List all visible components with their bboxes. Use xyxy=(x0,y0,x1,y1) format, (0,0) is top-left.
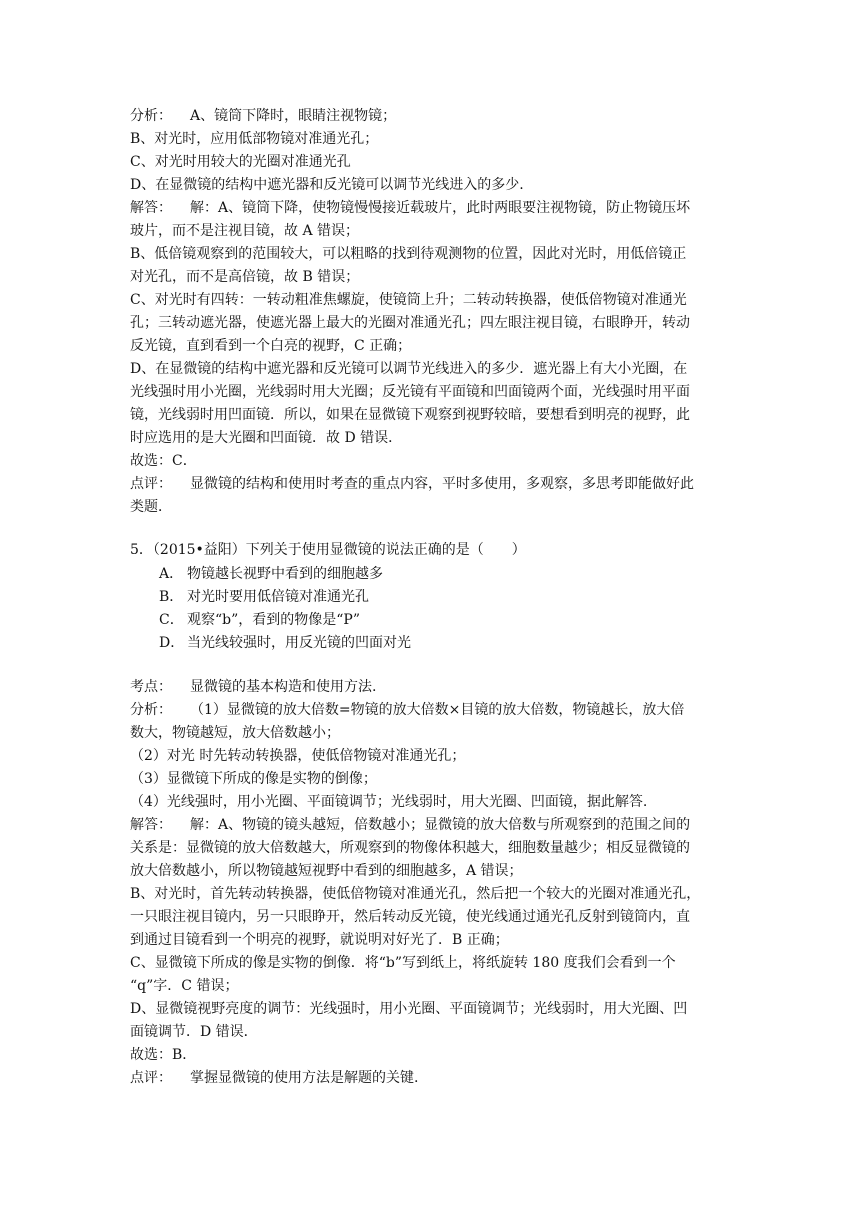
q5-answer-line-7: C、显微镜下所成的像是实物的倒像．将“b”写到纸上，将纸旋转 180 度我们会看到一个 xyxy=(130,955,676,971)
question-5-stem: 5．（2015•益阳）下列关于使用显微镜的说法正确的是（ ） xyxy=(130,542,526,558)
q5-answer-line-5: 一只眼注视目镜内，另一只眼睁开，然后转动反光镜，使光线通过通光孔反射到镜筒内，直 xyxy=(130,909,690,925)
q5-analysis-line-2: 数大，物镜越短，放大倍数越小； xyxy=(130,725,340,741)
prev-answer-line-10: 镜，光线弱时用凹面镜．所以，如果在显微镜下观察到视野较暗，要想看到明亮的视野，此 xyxy=(130,407,690,423)
q5-answer-line-3: 放大倍数越小，所以物镜越短视野中看到的细胞越多，A 错误； xyxy=(130,863,523,879)
prev-analysis-line-1: 分析： A、镜筒下降时，眼睛注视物镜； xyxy=(130,105,396,127)
prev-answer-line-5: C、对光时有四转：一转动粗准焦螺旋，使镜筒上升；二转动转换器，使低倍物镜对准通光 xyxy=(130,292,687,308)
q5-answer-line-8: “q”字．C 错误； xyxy=(130,978,239,994)
prev-analysis-line-4: D、在显微镜的结构中遮光器和反光镜可以调节光线进入的多少. xyxy=(130,177,524,193)
option-b: B． 对光时要用低倍镜对准通光孔 xyxy=(159,589,369,605)
prev-analysis-line-3: C、对光时用较大的光圈对准通光孔 xyxy=(130,154,351,170)
prev-answer-line-6: 孔；三转动遮光器，使遮光器上最大的光圈对准通光孔；四左眼注视目镜，右眼睁开，转动 xyxy=(130,315,690,331)
q5-answer-line-9: D、显微镜视野亮度的调节：光线强时，用小光圈、平面镜调节；光线弱时，用大光圈、凹 xyxy=(130,1001,688,1017)
q5-analysis-line-1: 分析： （1）显微镜的放大倍数=物镜的放大倍数×目镜的放大倍数，物镜越长，放大倍 xyxy=(130,699,684,721)
prev-answer-line-8: D、在显微镜的结构中遮光器和反光镜可以调节光线进入的多少．遮光器上有大小光圈，在 xyxy=(130,361,688,377)
q5-answer-line-2: 关系是：显微镜的放大倍数越大，所观察到的物像体积越大，细胞数量越少；相反显微镜的 xyxy=(130,840,690,856)
q5-answer-line-1: 解答： 解：A、物镜的镜头越短，倍数越小；显微镜的放大倍数与所观察到的范围之间的 xyxy=(130,814,690,836)
q5-answer-line-6: 到通过目镜看到一个明亮的视野，就说明对好光了．B 正确； xyxy=(130,932,509,948)
answer-label: 解答： xyxy=(130,200,172,216)
prev-comment-line-1: 点评： 显微镜的结构和使用时考查的重点内容，平时多使用，多观察，多思考即能做好此 xyxy=(130,473,694,495)
q5-answer-line-4: B、对光时，首先转动转换器，使低倍物镜对准通光孔，然后把一个较大的光圈对准通光孔， xyxy=(130,886,701,902)
q5-choice: 故选：B． xyxy=(130,1047,197,1063)
q5-analysis-line-4: （3）显微镜下所成的像是实物的倒像； xyxy=(130,771,377,787)
prev-comment-line-2: 类题． xyxy=(130,499,172,515)
prev-analysis-line-2: B、对光时，应用低部物镜对准通光孔； xyxy=(130,131,379,147)
prev-choice: 故选：C． xyxy=(130,453,197,469)
prev-answer-line-1: 解答： 解：A、镜筒下降，使物镜慢慢接近载玻片，此时两眼要注视物镜，防止物镜压坏 xyxy=(130,197,690,219)
q5-answer-line-10: 面镜调节．D 错误． xyxy=(130,1024,258,1040)
option-d: D． 当光线较强时，用反光镜的凹面对光 xyxy=(159,635,411,651)
prev-answer-line-9: 光线强时用小光圈，光线弱时用大光圈；反光镜有平面镜和凹面镜两个面，光线强时用平面 xyxy=(130,384,690,400)
prev-answer-line-2: 玻片，而不是注视目镜，故 A 错误； xyxy=(130,223,360,239)
comment-label: 点评： xyxy=(130,1070,172,1086)
prev-answer-line-7: 反光镜，直到看到一个白亮的视野，C 正确； xyxy=(130,338,412,354)
prev-answer-line-4: 对光孔，而不是高倍镜，故 B 错误； xyxy=(130,269,360,285)
comment-label: 点评： xyxy=(130,476,172,492)
analysis-label: 分析： xyxy=(130,108,172,124)
prev-answer-line-11: 时应选用的是大光圈和凹面镜．故 D 错误． xyxy=(130,430,403,446)
analysis-label: 分析： xyxy=(130,702,172,718)
kaodian-line: 考点： 显微镜的基本构造和使用方法. xyxy=(130,676,376,698)
prev-answer-line-3: B、低倍镜观察到的范围较大，可以粗略的找到待观测物的位置，因此对光时，用低倍镜正 xyxy=(130,246,687,262)
kaodian-label: 考点： xyxy=(130,679,172,695)
option-a: A． 物镜越长视野中看到的细胞越多 xyxy=(159,566,383,582)
q5-analysis-line-3: （2）对光 时先转动转换器，使低倍物镜对准通光孔； xyxy=(130,748,466,764)
answer-label: 解答： xyxy=(130,817,172,833)
option-c: C． 观察“b”，看到的物像是“P” xyxy=(159,612,361,628)
q5-analysis-line-5: （4）光线强时，用小光圈、平面镜调节；光线弱时，用大光圈、凹面镜，据此解答. xyxy=(130,794,648,810)
q5-comment-line: 点评： 掌握显微镜的使用方法是解题的关键. xyxy=(130,1067,418,1089)
